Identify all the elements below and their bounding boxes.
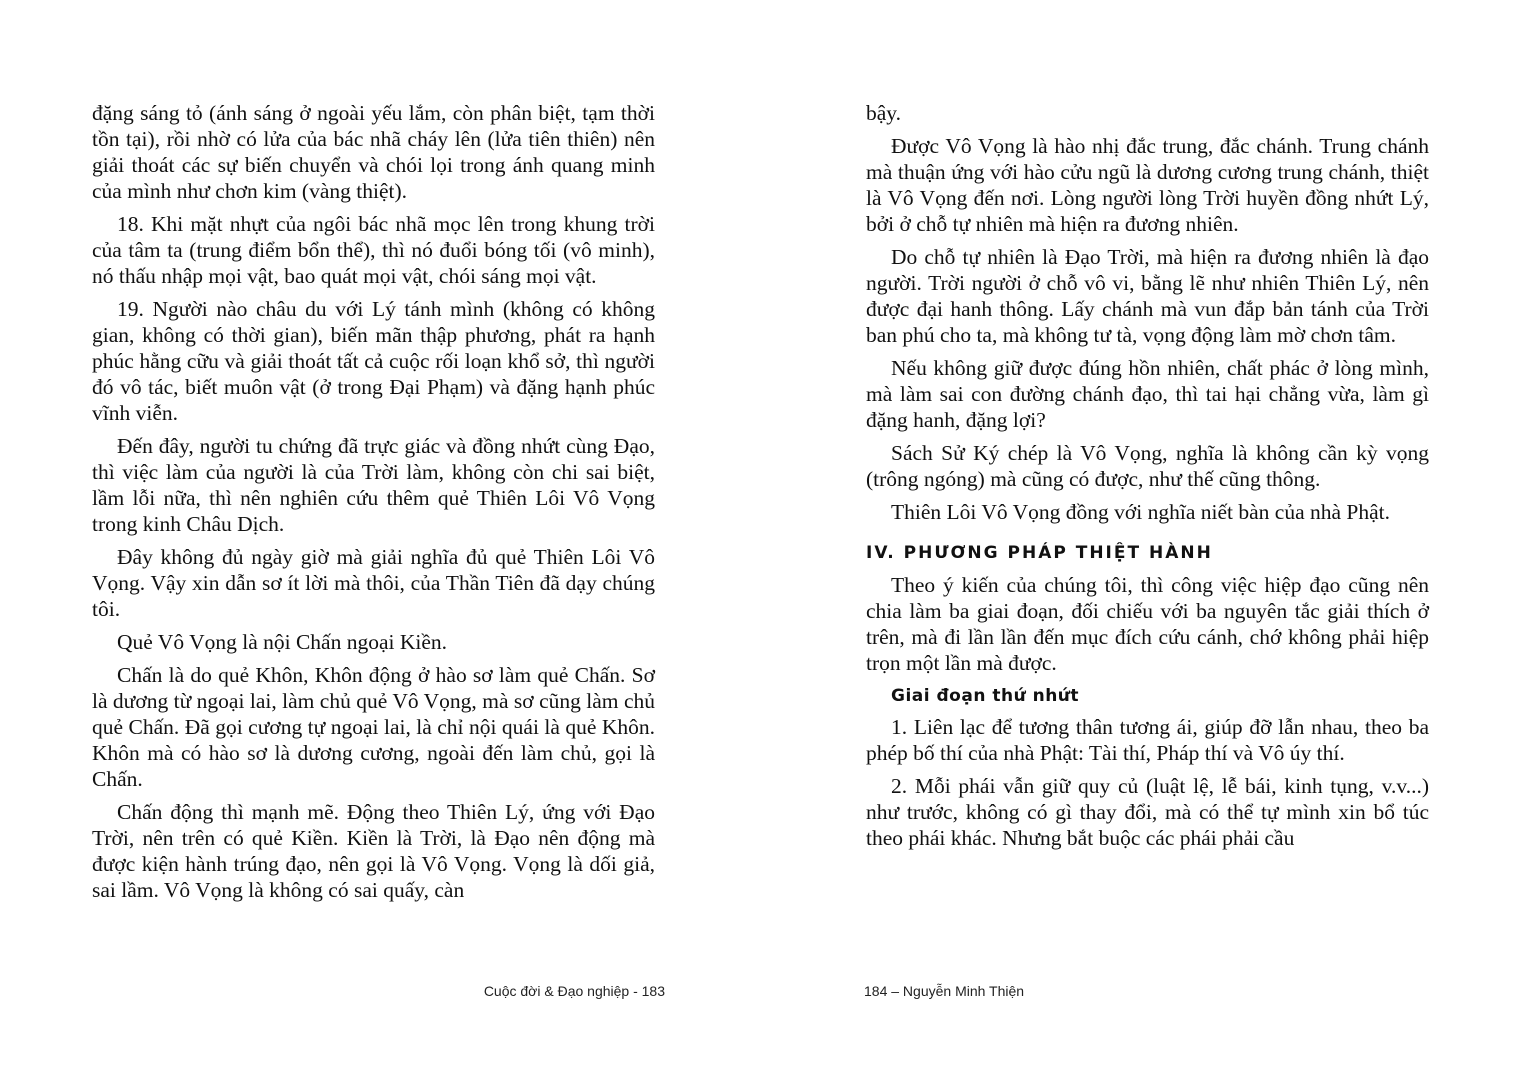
paragraph: Chấn động thì mạnh mẽ. Động theo Thiên Lý, ứng với Đạo Trời, nên trên có quẻ Kiền. Kiền là Trời, là Đạo nên động mà được kiện hành trúng đạo, nên gọi là Vô Vọng. Vọng là dối giả, sai lầm. Vô Vọng là không có sai quấy, càn xyxy=(92,800,655,902)
paragraph: Theo ý kiến của chúng tôi, thì công việc hiệp đạo cũng nên chia làm ba giai đoạn, đối chiếu với ba nguyên tắc giải thích ở trên, mà đi lần lần đến mục đích cứu cánh, chớ không phải hiệp trọn một lần mà được. xyxy=(866,573,1429,675)
subsection-heading: Giai đoạn thứ nhứt xyxy=(891,686,1080,706)
left-page xyxy=(92,100,655,910)
right-page xyxy=(866,100,1429,858)
paragraph: Sách Sử Ký chép là Vô Vọng, nghĩa là không cần kỳ vọng (trông ngóng) mà cũng có được, như thế cũng thông. xyxy=(866,441,1429,491)
paragraph: Được Vô Vọng là hào nhị đắc trung, đắc chánh. Trung chánh mà thuận ứng với hào cửu ngũ là dương cương trung chánh, thiệt là Vô Vọng đến nơi. Lòng người lòng Trời huyền đồng nhứt Lý, bởi ở chỗ tự nhiên mà hiện ra đương nhiên. xyxy=(866,134,1429,236)
page-footer-left: Cuộc đời & Đạo nghiệp - 183 xyxy=(483,983,665,999)
paragraph: Thiên Lôi Vô Vọng đồng với nghĩa niết bàn của nhà Phật. xyxy=(891,500,1391,524)
page-footer-right: 184 – Nguyễn Minh Thiện xyxy=(864,983,1025,999)
paragraph: 18. Khi mặt nhựt của ngôi bác nhã mọc lên trong khung trời của tâm ta (trung điểm bổn thể), thì nó đuổi bóng tối (vô minh), nó thấu nhập mọi vật, bao quát mọi vật, chói sáng mọi vật. xyxy=(92,212,655,288)
list-item: 2. Mỗi phái vẫn giữ quy củ (luật lệ, lễ bái, kinh tụng, v.v...) như trước, không có gì thay đổi, mà có thể tự mình xin bổ túc theo phái khác. Nhưng bắt buộc các phái phải cầu xyxy=(866,774,1429,850)
section-heading: IV. PHƯƠNG PHÁP THIỆT HÀNH xyxy=(866,543,1213,563)
paragraph: Đến đây, người tu chứng đã trực giác và đồng nhứt cùng Đạo, thì việc làm của người là của Trời làm, không còn chi sai biệt, lầm lỗi nữa, thì nên nghiên cứu thêm quẻ Thiên Lôi Vô Vọng trong kinh Châu Dịch. xyxy=(92,434,655,536)
paragraph: Quẻ Vô Vọng là nội Chấn ngoại Kiền. xyxy=(117,630,448,654)
paragraph: Chấn là do quẻ Khôn, Khôn động ở hào sơ làm quẻ Chấn. Sơ là dương từ ngoại lai, làm chủ quẻ Vô Vọng, mà sơ cũng làm chủ quẻ Chấn. Đã gọi cương tự ngoại lai, là chỉ nội quái là quẻ Khôn. Khôn mà có hào sơ là dương cương, ngoài đến làm chủ, gọi là Chấn. xyxy=(92,663,655,791)
paragraph: Do chỗ tự nhiên là Đạo Trời, mà hiện ra đương nhiên là đạo người. Trời người ở chỗ vô vi, bằng lẽ như nhiên Thiên Lý, nên được đại hanh thông. Lấy chánh mà vun đắp bản tánh của Trời ban phú cho ta, mà không tư tà, vọng động làm mờ chơn tâm. xyxy=(866,245,1429,347)
paragraph: Đây không đủ ngày giờ mà giải nghĩa đủ quẻ Thiên Lôi Vô Vọng. Vậy xin dẫn sơ ít lời mà thôi, của Thần Tiên đã dạy chúng tôi. xyxy=(92,545,655,621)
paragraph: 19. Người nào châu du với Lý tánh mình (không có không gian, không có thời gian), biến mãn thập phương, phát ra hạnh phúc hằng cữu và giải thoát tất cả cuộc rối loạn khổ sở, thì người đó vô tác, biết muôn vật (ở trong Đại Phạm) và đặng hạnh phúc vĩnh viễn. xyxy=(92,297,655,425)
paragraph: bậy. xyxy=(866,101,902,125)
paragraph: đặng sáng tỏ (ánh sáng ở ngoài yếu lắm, còn phân biệt, tạm thời tồn tại), rồi nhờ có lửa của bác nhã cháy lên (lửa tiên thiên) nên giải thoát các sự biến chuyển và chói lọi trong ánh quang minh của mình như chơn kim (vàng thiệt). xyxy=(92,101,655,203)
paragraph: Nếu không giữ được đúng hồn nhiên, chất phác ở lòng mình, mà làm sai con đường chánh đạo, thì tai hại chẳng vừa, làm gì đặng hanh, đặng lợi? xyxy=(866,356,1429,432)
list-item: 1. Liên lạc để tương thân tương ái, giúp đỡ lẫn nhau, theo ba phép bố thí của nhà Phật: Tài thí, Pháp thí và Vô úy thí. xyxy=(866,715,1429,765)
